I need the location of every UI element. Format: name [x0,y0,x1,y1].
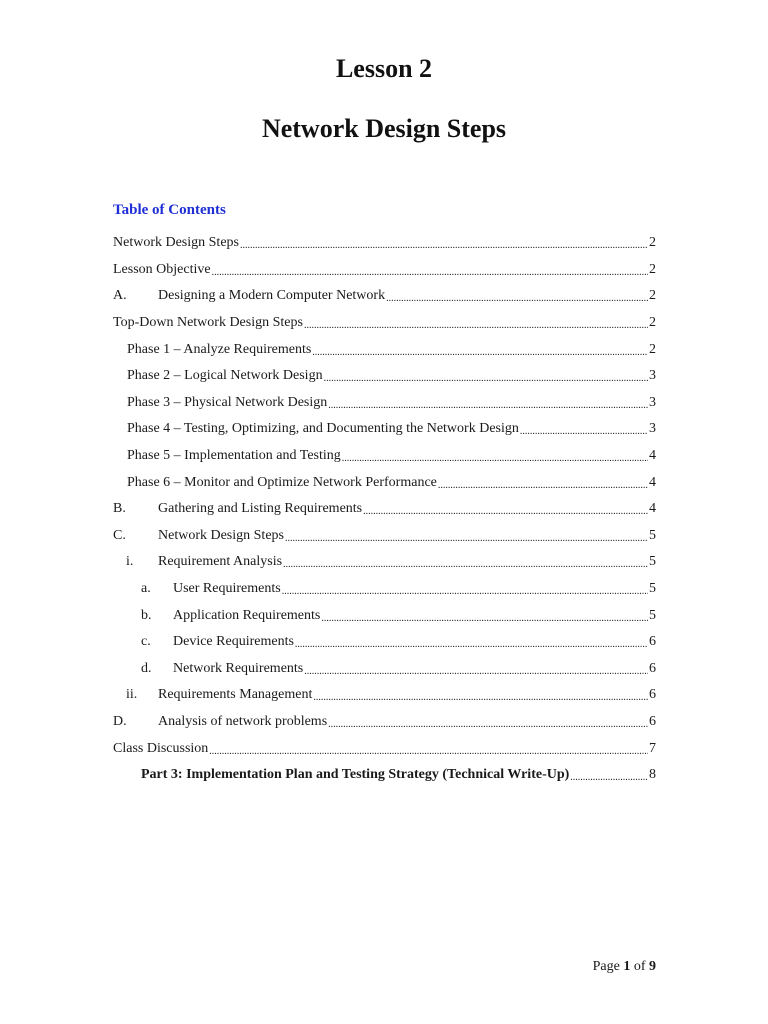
toc-entry-page: 6 [649,660,656,676]
toc-entry-page: 2 [649,235,656,251]
dot-leader [304,317,648,335]
toc-entry-label: User Requirements [173,581,281,597]
toc-entry[interactable] [113,549,656,576]
toc-entry-label: Designing a Modern Computer Network [158,288,386,304]
toc-entry-label: Network Design Steps [113,235,239,251]
toc-entry-page: 6 [649,634,656,650]
toc-entry-page: 5 [649,581,656,597]
toc-entry-page: 2 [649,288,656,304]
toc-entry-page: 3 [649,368,656,384]
dot-leader [438,477,648,495]
toc-entry[interactable] [113,443,656,470]
toc-entry-page: 4 [649,448,656,464]
toc-entry-number: c. [141,634,151,650]
toc-entry[interactable] [113,230,656,257]
dot-leader [313,689,648,707]
dot-leader [363,503,648,521]
toc-entry-page: 2 [649,341,656,357]
toc-entry-label: Class Discussion [113,740,209,756]
toc-entry-page: 5 [649,607,656,623]
dot-leader [328,716,648,734]
dot-leader [295,636,648,654]
dot-leader [209,743,648,761]
lesson-title: Lesson 2 [335,54,433,83]
dot-leader [328,397,648,415]
toc-entry-page: 3 [649,394,656,410]
toc-entry-number: d. [141,660,152,676]
toc-entry-label: Requirement Analysis [158,554,283,570]
toc-entry-page: 4 [649,501,656,517]
dot-leader [285,530,648,548]
toc-entry-label: Phase 4 – Testing, Optimizing, and Documenting the Network Design [127,421,519,437]
toc-entry-label: Phase 5 – Implementation and Testing [127,448,341,464]
toc-entry[interactable] [113,762,656,789]
document-title: Network Design Steps [261,114,507,143]
toc-entry[interactable] [113,682,656,709]
toc-entry-number: a. [141,581,151,597]
toc-entry-number: ii. [126,687,138,703]
toc-entry-page: 6 [649,687,656,703]
toc-entry-label: Application Requirements [173,607,321,623]
toc-entry[interactable] [113,576,656,603]
dot-leader [312,344,648,362]
toc-entry-number: A. [113,288,127,304]
toc-entry-page: 2 [649,315,656,331]
footer-of: of [633,959,646,974]
toc-entry-number: i. [126,554,134,570]
toc-entry[interactable] [113,390,656,417]
toc-entry-page: 3 [649,421,656,437]
page-number-footer [593,959,656,975]
toc-entry-label: Device Requirements [173,634,294,650]
toc-entry-label: Analysis of network problems [158,713,328,729]
toc-entry-number: b. [141,607,152,623]
toc-entry-page: 5 [649,527,656,543]
toc-entry-label: Phase 6 – Monitor and Optimize Network Performance [127,474,437,490]
dot-leader [321,610,648,628]
dot-leader [342,450,648,468]
toc-entry-label: Lesson Objective [113,261,211,277]
toc-entry[interactable] [113,602,656,629]
toc-entry[interactable] [113,629,656,656]
dot-leader [304,663,648,681]
toc-entry-label: Network Requirements [173,660,304,676]
toc-entry[interactable] [113,523,656,550]
dot-leader [282,583,648,601]
dot-leader [212,264,648,282]
toc-entry-label: Phase 3 – Physical Network Design [127,394,328,410]
toc-entry-page: 2 [649,261,656,277]
toc-entry[interactable] [113,709,656,736]
toc-entry[interactable] [113,656,656,683]
toc-entry[interactable] [113,363,656,390]
table-of-contents [113,230,656,788]
toc-entry-label: Top-Down Network Design Steps [113,315,303,331]
toc-entry-label: Gathering and Listing Requirements [158,501,363,517]
footer-page-prefix: Page [592,959,620,974]
toc-entry-label: Phase 2 – Logical Network Design [127,368,323,384]
dot-leader [240,237,648,255]
dot-leader [570,769,648,787]
toc-entry[interactable] [113,416,656,443]
toc-entry-page: 8 [649,767,656,783]
toc-entry[interactable] [113,257,656,284]
dot-leader [520,423,648,441]
toc-entry[interactable] [113,283,656,310]
dot-leader [386,290,648,308]
toc-entry-label: Part 3: Implementation Plan and Testing Strategy (Technical Write-Up) [141,767,570,783]
footer-current-page: 1 [623,959,631,974]
toc-entry[interactable] [113,336,656,363]
toc-entry-page: 4 [649,474,656,490]
toc-entry-number: D. [113,713,127,729]
toc-heading: Table of Contents [113,202,226,218]
toc-entry-number: C. [113,527,126,543]
toc-entry-number: B. [113,501,126,517]
toc-entry-page: 5 [649,554,656,570]
footer-total-pages: 9 [649,959,656,974]
toc-entry[interactable] [113,496,656,523]
toc-entry-page: 6 [649,713,656,729]
toc-entry[interactable] [113,735,656,762]
dot-leader [324,370,648,388]
dot-leader [283,556,648,574]
toc-entry[interactable] [113,310,656,337]
toc-entry-label: Requirements Management [158,687,313,703]
toc-entry-label: Phase 1 – Analyze Requirements [127,341,312,357]
toc-entry-page: 7 [649,740,656,756]
toc-entry[interactable] [113,469,656,496]
toc-entry-label: Network Design Steps [158,527,284,543]
